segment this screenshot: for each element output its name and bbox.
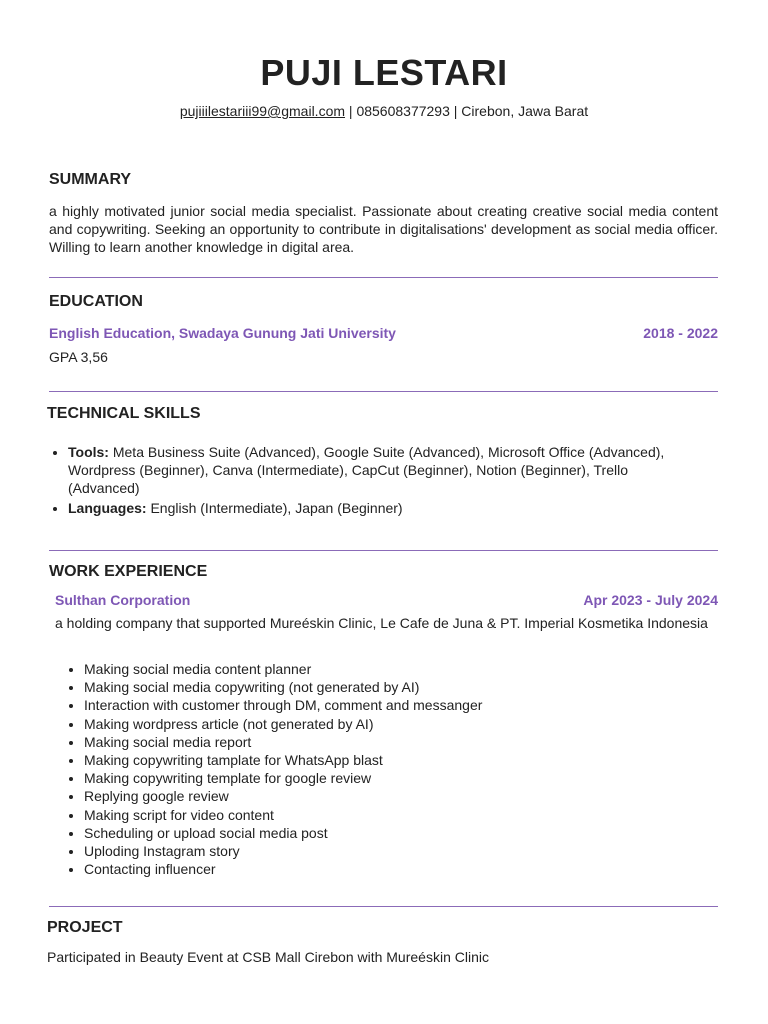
list-item: • Making social media content planner — [84, 660, 684, 678]
work-task-list — [66, 660, 684, 878]
contact-line — [0, 103, 768, 119]
skill-text: Meta Business Suite (Advanced), Google Suite (Advanced), Microsoft Office (Advanced), Wordpress (Beginner), Canva (Intermediate), CapCut (Beginner), Notion (Beginner), Trello (Advanced) — [68, 444, 665, 497]
education-gpa: GPA 3,56 — [49, 349, 108, 365]
separator: | — [345, 103, 357, 119]
work-company: Sulthan Corporation — [55, 592, 191, 608]
summary-title: SUMMARY — [49, 171, 132, 188]
project-title: PROJECT — [47, 919, 123, 936]
skill-label: Languages: — [68, 499, 147, 516]
skill-item-tools — [68, 443, 668, 498]
list-item: • Making social media report — [84, 733, 684, 751]
list-item: • Uploding Instagram story — [84, 842, 684, 860]
list-item: • Making copywriting template for google review — [84, 769, 684, 787]
work-period: Apr 2023 - July 2024 — [583, 592, 718, 608]
work-row — [55, 592, 718, 608]
location: Cirebon, Jawa Barat — [461, 103, 589, 119]
skills-title: TECHNICAL SKILLS — [47, 405, 201, 422]
summary-text: a highly motivated junior social media specialist. Passionate about creating creative social media content and copywriting. Seeking an opportunity to contribute in digitalisations' development as social media officer. Willing to learn another knowledge in digital area. — [49, 203, 718, 255]
list-item: • Scheduling or upload social media post — [84, 824, 684, 842]
project-text: Participated in Beauty Event at CSB Mall Cirebon with Mureéskin Clinic — [47, 949, 489, 965]
education-row — [49, 325, 718, 341]
skill-label: Tools: — [68, 444, 109, 460]
list-item: • Making copywriting tamplate for WhatsApp blast — [84, 751, 684, 769]
education-degree: English Education, Swadaya Gunung Jati University — [49, 325, 396, 341]
separator: | — [449, 103, 462, 119]
skill-item-languages — [68, 499, 668, 517]
skill-text: English (Intermediate), Japan (Beginner) — [146, 499, 403, 516]
list-item: • Making script for video content — [84, 806, 684, 824]
email-link[interactable]: pujiiilestariii99@gmail.com — [179, 103, 346, 119]
list-item: • Making wordpress article (not generated by AI) — [84, 715, 684, 733]
divider — [49, 906, 718, 907]
list-item: • Interaction with customer through DM, comment and messanger — [84, 696, 684, 714]
divider — [49, 391, 718, 392]
candidate-name: PUJI LESTARI — [260, 52, 508, 93]
skills-list — [49, 443, 668, 518]
phone-number: 085608377293 — [356, 103, 450, 119]
education-title: EDUCATION — [49, 293, 143, 310]
divider — [49, 550, 718, 551]
work-description: a holding company that supported Mureéskin Clinic, Le Cafe de Juna & PT. Imperial Kosmetika Indonesia — [55, 615, 708, 631]
list-item: • Contacting influencer — [84, 860, 684, 878]
list-item: • Replying google review — [84, 787, 684, 805]
divider — [49, 277, 718, 278]
list-item: • Making social media copywriting (not generated by AI) — [84, 678, 684, 696]
education-years: 2018 - 2022 — [643, 325, 718, 341]
work-title: WORK EXPERIENCE — [49, 563, 208, 580]
